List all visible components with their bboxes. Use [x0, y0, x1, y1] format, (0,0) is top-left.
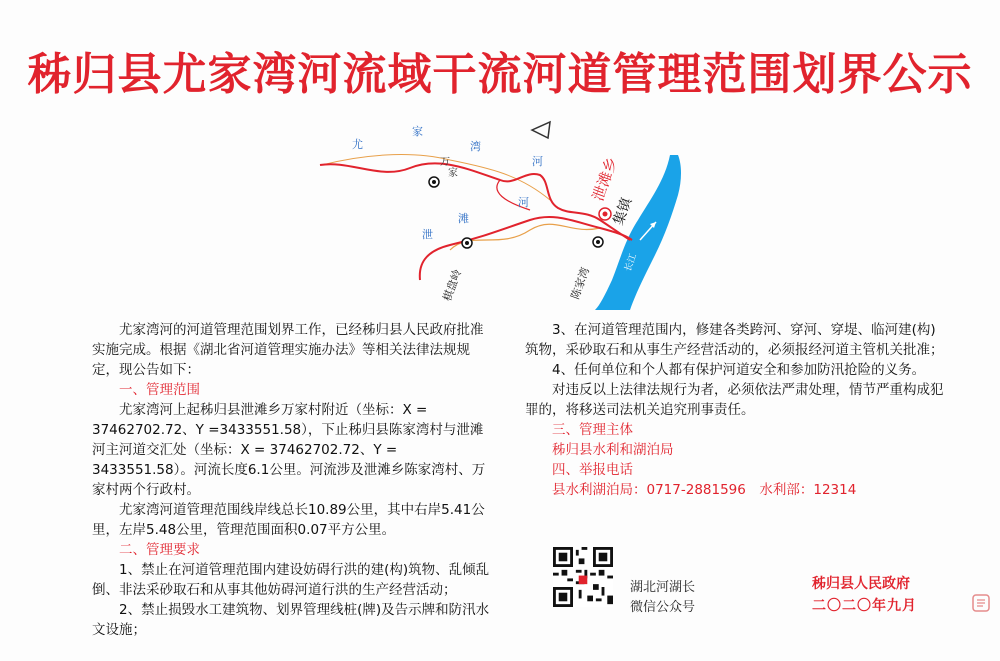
youjiawan-river: [320, 163, 630, 240]
wechat-account-type: 微信公众号: [630, 600, 696, 615]
wechat-account-caption: [630, 578, 695, 618]
page-title: 秭归县尤家湾河流域干流河道管理范围划界公示: [27, 49, 973, 100]
requirement-1: 1、禁止在河道管理范围内建设妨碍行洪的建(构)筑物、乱倾乱倒、非法采砂取石和从事其他妨碍河道行洪的生产经营活动；: [92, 562, 490, 598]
map-label-wan: 湾: [470, 140, 481, 153]
wechat-qr-code: [553, 547, 613, 607]
notice-left-column: [92, 320, 490, 640]
issue-date: 二〇二〇年九月: [812, 598, 917, 614]
map-label-chenjiawan: 陈家湾: [568, 265, 593, 302]
requirement-4: 4、任何单位和个人都有保护河道安全和参加防汛抢险的义务。: [552, 362, 926, 378]
warning-paragraph: 对违反以上法律法规行为者，必须依法严肃处理，情节严重构成犯罪的，将移送司法机关追究刑事责任。: [525, 382, 944, 418]
map-label-he: 河: [532, 155, 543, 168]
intro-paragraph: 尤家湾河的河道管理范围划界工作，已经秭归县人民政府批准实施完成。根据《湖北省河道管理实施办法》等相关法律法规规定，现公告如下：: [92, 322, 484, 378]
map-label-you: 尤: [352, 138, 363, 151]
section-1-scope: 尤家湾河上起秭归县泄滩乡万家村附近（坐标：X = 37462702.72、Y =3433551.58），下止秭归县陈家湾村与泄滩河主河道交汇处（坐标：X = 37462702.72、Y = 3433551.58）。河流长度6.1公里。河流涉及泄滩乡陈家湾村、万家村两个行政村。: [92, 402, 486, 498]
section-2-title: 二、管理要求: [119, 542, 200, 558]
river-map: [300, 110, 720, 310]
north-arrow-icon: [532, 122, 550, 138]
map-label-jia: 家: [412, 125, 423, 138]
map-label-wanjia-1: 万: [440, 157, 450, 168]
map-label-tan: 滩: [458, 212, 469, 225]
issuer-block: [812, 573, 917, 617]
requirement-2: 2、禁止损毁水工建筑物、划界管理线桩(牌)及告示牌和防汛水文设施；: [92, 602, 490, 638]
map-label-jizhen: 集镇: [610, 195, 636, 228]
map-label-yangtze: 长江: [623, 252, 639, 274]
section-3-body: 秭归县水利和湖泊局: [552, 442, 674, 458]
notice-right-column: [525, 320, 945, 500]
section-4-body: 县水利湖泊局：0717-2881596 水利部：12314: [552, 482, 857, 498]
wanjia-marker: [429, 177, 439, 187]
map-label-xie: 泄: [422, 228, 433, 241]
section-1-title: 一、管理范围: [119, 382, 200, 398]
seal-stamp-icon: [970, 592, 992, 614]
section-3-title: 三、管理主体: [552, 422, 633, 438]
wechat-account-name: 湖北河湖长: [630, 580, 696, 595]
jizhen-marker: [599, 208, 611, 220]
requirement-3: 3、在河道管理范围内，修建各类跨河、穿河、穿堤、临河建(构)筑物，采砂取石和从事生产经营活动的，必须报经河道主管机关批准；: [525, 322, 944, 358]
map-label-wanjia-2: 家: [448, 168, 458, 179]
qipanling-marker: [462, 238, 472, 248]
section-1-length: 尤家湾河道管理范围线岸线总长10.89公里，其中右岸5.41公里，左岸5.48公里，管理范围面积0.07平方公里。: [92, 502, 485, 538]
map-label-xietan-town: 泄滩乡: [588, 154, 622, 204]
issuer-name: 秭归县人民政府: [812, 576, 910, 592]
section-4-title: 四、举报电话: [552, 462, 633, 478]
chenjiawan-marker: [593, 237, 603, 247]
map-label-he2: 河: [518, 196, 529, 209]
map-label-qipanling: 棋盘岭: [440, 267, 465, 304]
boundary-line: [450, 224, 600, 250]
